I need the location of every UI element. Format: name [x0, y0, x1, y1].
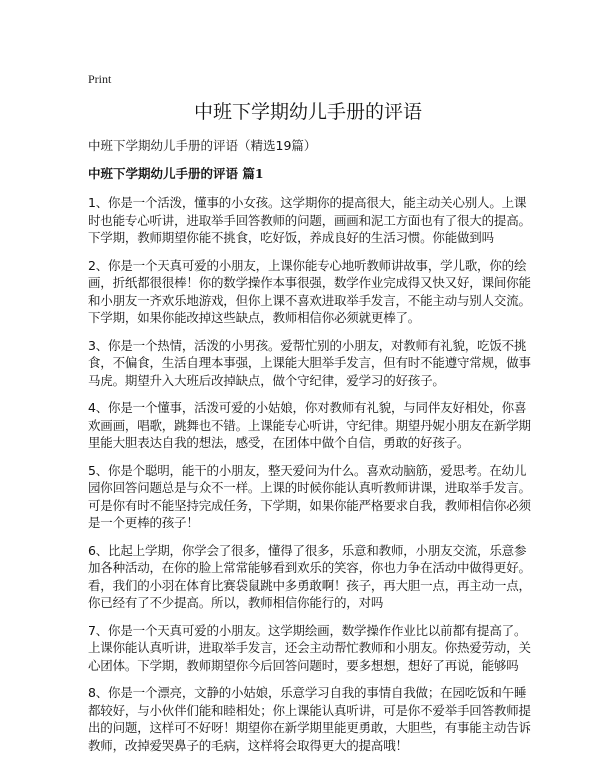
paragraph-line: 是一个更棒的孩子！ [88, 515, 199, 530]
paragraph-line: 马虎。期望升入大班后改掉缺点，做个守纪律，爱学习的好孩子。 [88, 372, 445, 388]
paragraph [88, 622, 531, 675]
paragraph-line: 都较好，与小伙伴们能和睦相处；你上课能认真听讲，可是你不爱举手回答教师提 [88, 702, 531, 718]
paragraph [88, 257, 531, 327]
paragraph-line: 你已经有了不少提高。所以，教师相信你能行的，对吗 [88, 595, 384, 610]
paragraph-line: 下学期，教师期望你能不挑食，吃好饭，养成良好的生活习惯。你能做到吗 [88, 230, 494, 245]
paragraph [88, 542, 531, 612]
paragraph [88, 337, 531, 390]
paragraph-line: 7、你是一个天真可爱的小朋友。这学期绘画，数学操作作业比以前都有提高了。 [88, 622, 527, 638]
paragraph [88, 684, 531, 754]
paragraph-line: 出的问题，这样可不好呀！期望你在新学期里能更勇敢，大胆些，有事能主动告诉 [88, 720, 531, 735]
paragraph-line: 上课你能认真听讲，进取举手发言，还会主动帮忙教师和小朋友。你热爱劳动，关 [88, 640, 531, 655]
page-title: 中班下学期幼儿手册的评语 [193, 101, 422, 123]
paragraph [88, 194, 531, 247]
paragraph-line: 里能大胆表达自我的想法，感受，在团体中做个自信，勇敢的好孩子。 [88, 435, 470, 450]
document-page [88, 72, 531, 764]
paragraph-line: 教师，改掉爱哭鼻子的毛病，这样将会取得更大的提高哦！ [88, 737, 408, 753]
paragraph-line: 园你回答问题总是与众不一样。上课的时候你能认真听教师讲课，进取举手发言。 [88, 480, 531, 495]
paragraph-line: 时也能专心听讲，进取举手回答教师的问题，画画和泥工方面也有了很大的提高。 [88, 212, 531, 228]
paragraph-line: 可是你有时不能坚持完成任务，下学期，如果你能严格要求自我，教师相信你必须 [88, 497, 531, 513]
print-link[interactable]: Print [88, 72, 112, 86]
paragraph-line: 下学期，如果你能改掉这些缺点，教师相信你必须就更棒了。 [88, 310, 421, 325]
document-subtitle: 中班下学期幼儿手册的评语（精选19篇） [88, 138, 317, 153]
paragraph-line: 3、你是一个热情，活泼的小男孩。爱帮忙别的小朋友，对教师有礼貌，吃饭不挑 [88, 337, 527, 353]
paragraph-line: 2、你是一个天真可爱的小朋友，上课你能专心地听教师讲故事，学儿歌，你的绘 [88, 257, 527, 273]
paragraph-line: 心团体。下学期，教师期望你今后回答问题时，要多想想，想好了再说，能够吗 [88, 657, 519, 673]
paragraph-line: 和小朋友一齐欢乐地游戏，但你上课不喜欢进取举手发言，不能主动与别人交流。 [88, 292, 531, 308]
paragraph-line: 画，折纸都很很棒！你的数学操作本事很强，数学作业完成得又快又好，课间你能 [88, 275, 531, 290]
paragraph-line: 看，我们的小羽在体育比赛袋鼠跳中多勇敢啊！孩子，再大胆一点，再主动一点， [88, 577, 531, 593]
paragraph-list [88, 194, 531, 754]
paragraph-line: 1、你是一个活泼，懂事的小女孩。这学期你的提高很大，能主动关心别人。上课 [88, 195, 527, 210]
paragraph-line: 4、你是一个懂事，活泼可爱的小姑娘，你对教师有礼貌，与同伴友好相处，你喜 [88, 400, 527, 415]
paragraph-line: 6、比起上学期，你学会了很多，懂得了很多，乐意和教师，小朋友交流，乐意参 [88, 542, 527, 558]
paragraph-line: 食，不偏食，生活自理本事强，上课能大胆举手发言，但有时不能遵守常规，做事 [88, 355, 531, 370]
paragraph-line: 5、你是个聪明，能干的小朋友，整天爱问为什么。喜欢动脑筋，爱思考。在幼儿 [88, 462, 527, 478]
paragraph [88, 462, 531, 532]
paragraph-line: 欢画画，唱歌，跳舞也不错。上课能专心听讲，守纪律。期望丹妮小朋友在新学期 [88, 417, 531, 433]
paragraph-line: 8、你是一个漂亮，文静的小姑娘，乐意学习自我的事情自我做；在园吃饭和午睡 [88, 685, 527, 700]
section-heading: 中班下学期幼儿手册的评语 篇1 [88, 166, 264, 181]
paragraph-line: 加各种活动，在你的脸上常常能够看到欢乐的笑容，你也力争在活动中做得更好。 [88, 560, 531, 575]
paragraph [88, 399, 531, 452]
